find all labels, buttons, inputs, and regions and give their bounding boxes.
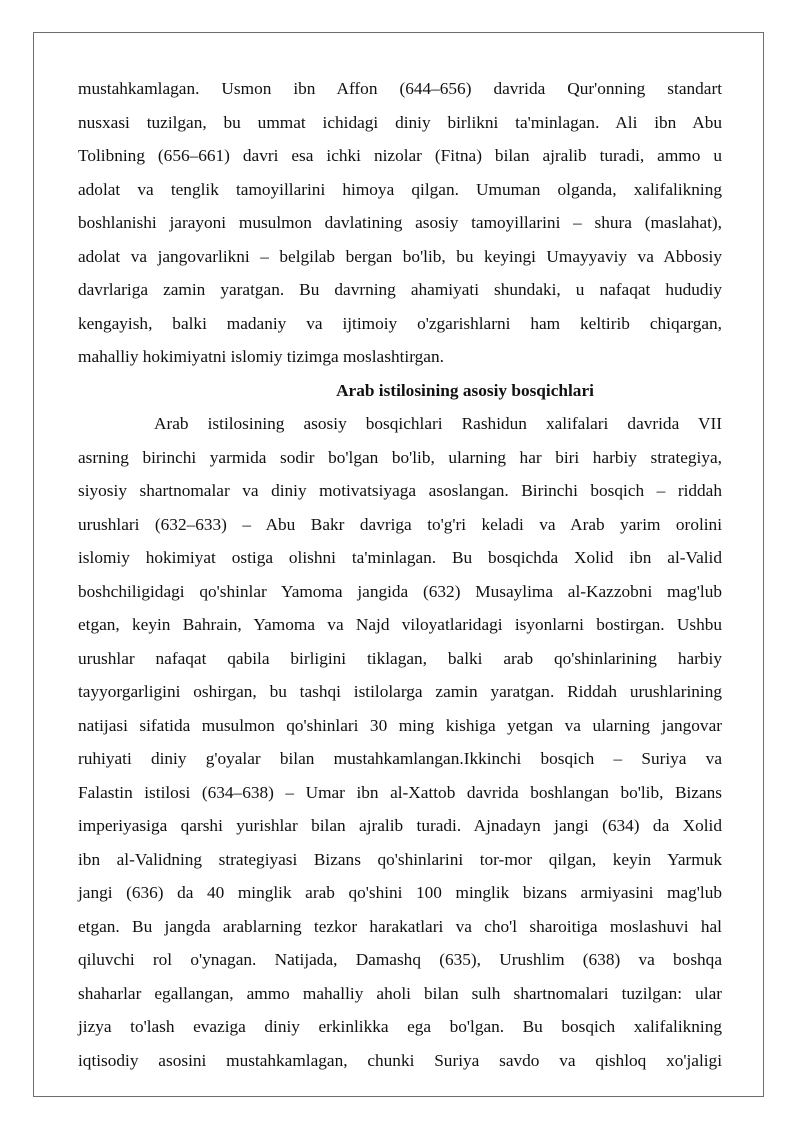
text-line: Arab istilosining asosiy bosqichlari Rashidun xalifalari davrida VII	[154, 414, 722, 433]
text-line: etgan. Bu jangda arablarning tezkor harakatlari va cho'l sharoitiga moslashuvi hal	[78, 916, 722, 936]
text-line: adolat va tenglik tamoyillarini himoya qilgan. Umuman olganda, xalifalikning	[78, 179, 722, 199]
text-line: islomiy hokimiyat ostiga olishni ta'minlagan. Bu bosqichda Xolid ibn al-Valid	[78, 548, 722, 567]
text-line: adolat va jangovarlikni – belgilab bergan bo'lib, bu keyingi Umayyaviy va Abbosiy	[78, 246, 722, 266]
text-line: Falastin istilosi (634–638) – Umar ibn al-Xattob davrida boshlangan bo'lib, Bizans	[78, 782, 722, 802]
text-line: urushlar nafaqat qabila birligini tiklagan, balki arab qo'shinlarining harbiy	[78, 648, 722, 668]
text-line: qiluvchi rol o'ynagan. Natijada, Damashq (635), Urushlim (638) va boshqa	[78, 950, 722, 969]
text-line: shaharlar egallangan, ammo mahalliy aholi bilan sulh shartnomalari tuzilgan: ular	[78, 983, 722, 1003]
document-body	[78, 72, 722, 1077]
text-line: imperiyasiga qarshi yurishlar bilan ajralib turadi. Ajnadayn jangi (634) da Xolid	[78, 816, 722, 835]
section-heading: Arab istilosining asosiy bosqichlari	[336, 380, 594, 400]
text-line: tayyorgarligini oshirgan, bu tashqi istilolarga zamin yaratgan. Riddah urushlarining	[78, 682, 722, 701]
text-line: ibn al-Validning strategiyasi Bizans qo'shinlarini tor-mor qilgan, keyin Yarmuk	[78, 849, 722, 869]
text-line: natijasi sifatida musulmon qo'shinlari 30 ming kishiga yetgan va ularning jangovar	[78, 715, 722, 735]
text-line: etgan, keyin Bahrain, Yamoma va Najd viloyatlaridagi isyonlarni bostirgan. Ushbu	[78, 615, 722, 634]
text-line: jizya to'lash evaziga diniy erkinlikka ega bo'lgan. Bu bosqich xalifalikning	[78, 1017, 722, 1036]
text-line: boshlanishi jarayoni musulmon davlatining asosiy tamoyillarini – shura (maslahat),	[78, 213, 722, 232]
text-line: siyosiy shartnomalar va diniy motivatsiyaga asoslangan. Birinchi bosqich – riddah	[78, 481, 722, 500]
text-line: nusxasi tuzilgan, bu ummat ichidagi diniy birlikni ta'minlagan. Ali ibn Abu	[78, 112, 722, 132]
text-line: davrlariga zamin yaratgan. Bu davrning ahamiyati shundaki, u nafaqat hududiy	[78, 280, 722, 299]
text-line: Tolibning (656–661) davri esa ichki nizolar (Fitna) bilan ajralib turadi, ammo u	[78, 146, 722, 165]
text-line: asrning birinchi yarmida sodir bo'lgan bo'lib, ularning har biri harbiy strategiya,	[78, 447, 722, 467]
text-line: mustahkamlagan. Usmon ibn Affon (644–656) davrida Qur'onning standart	[78, 79, 722, 98]
text-line: jangi (636) da 40 minglik arab qo'shini 100 minglik bizans armiyasini mag'lub	[78, 883, 722, 902]
text-line: urushlari (632–633) – Abu Bakr davriga to'g'ri keladi va Arab yarim orolini	[78, 514, 722, 534]
text-line: kengayish, balki madaniy va ijtimoiy o'zgarishlarni ham keltirib chiqargan,	[78, 313, 722, 333]
text-line: boshchiligidagi qo'shinlar Yamoma jangida (632) Musaylima al-Kazzobni mag'lub	[78, 581, 722, 601]
text-line: iqtisodiy asosini mustahkamlagan, chunki Suriya savdo va qishloq xo'jaligi	[78, 1050, 722, 1070]
paragraph-stages	[78, 407, 722, 1077]
text-line: mahalliy hokimiyatni islomiy tizimga moslashtirgan.	[78, 347, 444, 366]
paragraph-intro	[78, 72, 722, 374]
text-line: ruhiyati diniy g'oyalar bilan mustahkamlangan.Ikkinchi bosqich – Suriya va	[78, 749, 722, 768]
